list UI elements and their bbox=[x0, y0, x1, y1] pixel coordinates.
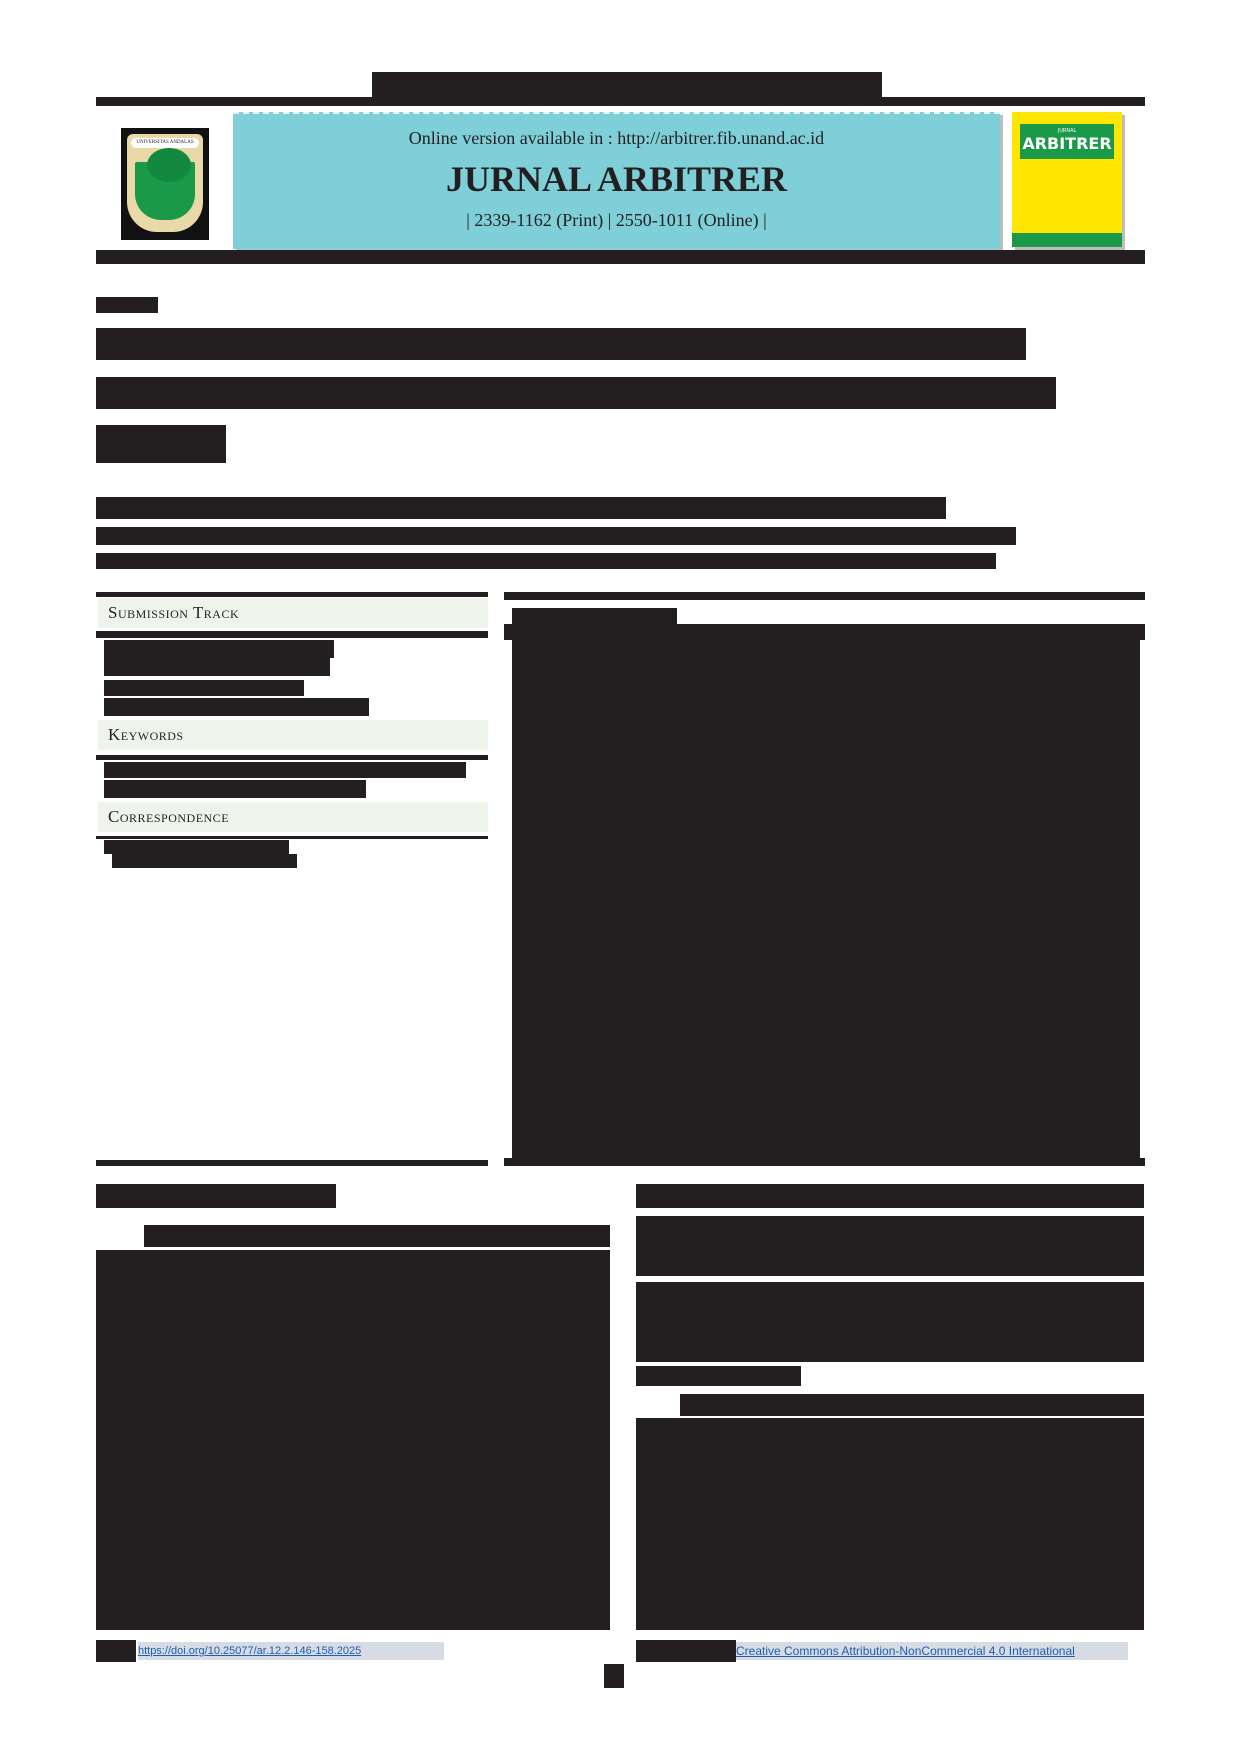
body-right-paragraph-redacted bbox=[636, 1366, 801, 1386]
issn-text: | 2339-1162 (Print) | 2550-1011 (Online) | bbox=[466, 210, 767, 230]
submission-track-content-redacted bbox=[104, 640, 334, 658]
title-line-1-redacted bbox=[96, 328, 1026, 360]
submission-track-content-redacted bbox=[104, 698, 369, 716]
abstract-top-rule bbox=[504, 592, 1145, 600]
tree-icon bbox=[147, 148, 191, 182]
doi-link[interactable]: https://doi.org/10.25077/ar.12.2.146-158.2025 bbox=[138, 1642, 444, 1660]
body-right-paragraph-redacted bbox=[680, 1394, 1144, 1416]
keywords-content-redacted bbox=[104, 762, 466, 778]
keywords-content-redacted bbox=[104, 780, 366, 798]
keywords-rule bbox=[96, 755, 488, 760]
logo-shield bbox=[127, 134, 203, 232]
abstract-body-redacted bbox=[512, 640, 1140, 1158]
submission-track-label: Submission Track bbox=[98, 598, 488, 628]
online-version-text: Online version available in : http://arbitrer.fib.unand.ac.id bbox=[408, 128, 825, 148]
journal-banner bbox=[233, 112, 1000, 249]
article-type-redacted bbox=[96, 297, 158, 313]
cover-subtitle: JURNAL bbox=[1057, 128, 1077, 134]
section-heading-redacted bbox=[96, 1184, 336, 1208]
running-title-redacted bbox=[372, 72, 882, 102]
doi-prefix-redacted bbox=[96, 1640, 136, 1662]
license-link[interactable]: Creative Commons Attribution-NonCommercial 4.0 International bbox=[736, 1642, 1128, 1660]
sidebar-top-rule bbox=[96, 592, 488, 597]
logo-ribbon: UNIVERSITAS ANDALAS bbox=[131, 138, 199, 148]
journal-title: JURNAL ARBITRER bbox=[445, 159, 788, 199]
correspondence-content-redacted bbox=[104, 840, 289, 854]
sidebar-bottom-rule bbox=[96, 1160, 488, 1166]
page-number-redacted bbox=[604, 1664, 624, 1688]
body-left-paragraph-redacted bbox=[96, 1250, 610, 1630]
journal-cover-thumbnail bbox=[1012, 112, 1122, 247]
correspondence-content-redacted bbox=[112, 854, 297, 868]
header-bottom-rule bbox=[96, 250, 1145, 264]
submission-track-content-redacted bbox=[104, 658, 330, 676]
cover-title: ARBITRER bbox=[1022, 134, 1112, 153]
title-line-3-redacted bbox=[96, 425, 226, 463]
authors-redacted bbox=[96, 497, 946, 519]
body-right-paragraph-redacted bbox=[636, 1184, 1144, 1208]
correspondence-rule bbox=[96, 836, 488, 839]
submission-track-content-redacted bbox=[104, 680, 304, 696]
cover-footer bbox=[1012, 233, 1122, 247]
body-left-paragraph-redacted bbox=[144, 1225, 610, 1247]
correspondence-label: Correspondence bbox=[98, 802, 488, 832]
affiliation-line-1-redacted bbox=[96, 527, 1016, 545]
university-logo bbox=[121, 128, 209, 240]
body-right-paragraph-redacted bbox=[636, 1282, 1144, 1362]
affiliation-line-2-redacted bbox=[96, 553, 996, 569]
body-right-paragraph-redacted bbox=[636, 1216, 1144, 1276]
submission-track-rule bbox=[96, 631, 488, 638]
title-line-2-redacted bbox=[96, 377, 1056, 409]
abstract-bottom-rule bbox=[504, 1158, 1145, 1166]
keywords-label: Keywords bbox=[98, 720, 488, 750]
cover-title-box bbox=[1020, 124, 1114, 159]
license-prefix-redacted bbox=[636, 1640, 736, 1662]
abstract-body-redacted bbox=[504, 624, 1145, 640]
body-right-paragraph-redacted bbox=[636, 1418, 1144, 1630]
